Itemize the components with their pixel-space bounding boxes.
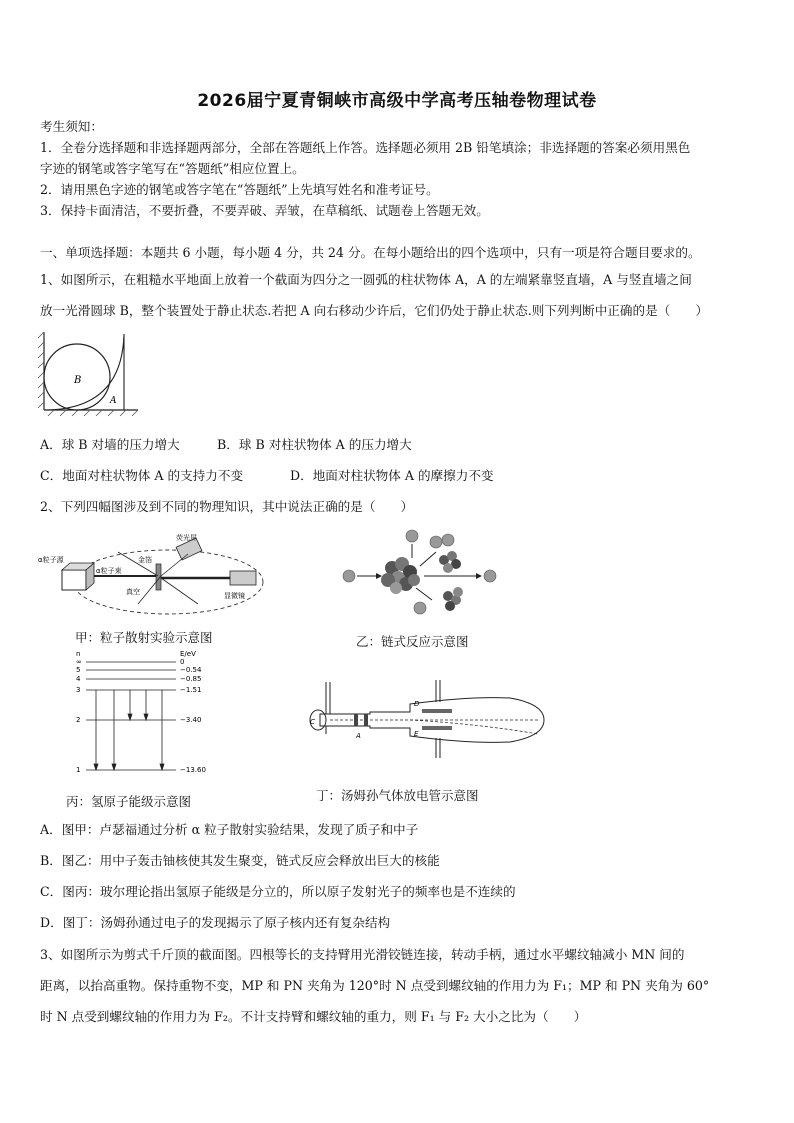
label-alpha-beam: α粒子束 bbox=[96, 567, 122, 575]
q1-option-c: C．地面对柱状物体 A 的支持力不变 bbox=[40, 468, 244, 483]
page-title: 2026届宁夏青铜峡市高级中学高考压轴卷物理试卷 bbox=[197, 91, 597, 111]
q2-stem: 2、下列四幅图涉及到不同的物理知识，其中说法正确的是（ ） bbox=[40, 499, 414, 514]
svg-text:−3.40: −3.40 bbox=[180, 716, 202, 724]
ball-b-label: B bbox=[74, 375, 82, 386]
section-header: 一、单项选择题：本题共 6 小题，每小题 4 分，共 24 分。在每小题给出的四个选项中，只有一项是符合题目要求的。 bbox=[40, 245, 701, 260]
svg-text:−1.51: −1.51 bbox=[180, 686, 202, 694]
q3-line-2: 距离，以抬高重物。保持重物不变，MP 和 PN 夹角为 120°时 N 点受到螺纹轴的作用力为 F₁；MP 和 PN 夹角为 60° bbox=[40, 978, 710, 993]
q1-figure bbox=[38, 330, 148, 420]
label-vacuum: 真空 bbox=[126, 588, 140, 596]
q2-option-c: C．图丙：玻尔理论指出氢原子能级是分立的，所以原子发射光子的频率也是不连续的 bbox=[40, 884, 516, 899]
q1-stem-line-2: 放一光滑圆球 B，整个装置处于静止状态.若把 A 向右移动少许后，它们仍处于静止状态.则下列判断中正确的是（ ） bbox=[40, 303, 709, 318]
q2-option-b: B．图乙：用中子轰击铀核使其发生聚变，链式反应会释放出巨大的核能 bbox=[40, 853, 440, 868]
level-inf bbox=[76, 658, 184, 666]
svg-text:3: 3 bbox=[76, 686, 81, 694]
label-gold-foil: 金箔 bbox=[138, 556, 152, 564]
label-microscope: 显微镜 bbox=[224, 592, 245, 600]
q2-option-d: D．图丁：汤姆孙通过电子的发现揭示了原子核内还有复杂结构 bbox=[40, 915, 391, 930]
q2-option-a: A．图甲：卢瑟福通过分析 α 粒子散射实验结果，发现了质子和中子 bbox=[40, 822, 419, 837]
level-2 bbox=[76, 716, 201, 724]
energy-unit: E/eV bbox=[180, 650, 196, 658]
label-d: D bbox=[414, 700, 420, 708]
q1-option-b: B．球 B 对柱状物体 A 的压力增大 bbox=[217, 437, 412, 452]
notice-item-3: 3．保持卡面清洁，不要折叠，不要弄破、弄皱，在草稿纸、试题卷上答题无效。 bbox=[40, 203, 489, 218]
q1-option-a: A．球 B 对墙的压力增大 bbox=[40, 437, 180, 452]
n-header: n bbox=[76, 650, 81, 658]
q1-stem-line-1: 1、如图所示，在粗糙水平地面上放着一个截面为四分之一圆弧的柱状物体 A，A 的左端紧靠竖直墙，A 与竖直墙之间 bbox=[40, 272, 692, 287]
q3-line-1: 3、如图所示为剪式千斤顶的截面图。四根等长的支持臂用光滑铰链连接，转动手柄，通过水平螺纹轴减小 MN 间的 bbox=[40, 947, 685, 962]
caption-jia: 甲：粒子散射实验示意图 bbox=[75, 630, 213, 645]
figure-chain-reaction bbox=[340, 528, 500, 620]
level-4 bbox=[76, 675, 201, 683]
level-5 bbox=[76, 666, 202, 674]
label-e: E bbox=[414, 730, 419, 738]
figure-alpha-scattering bbox=[38, 532, 268, 620]
notice-item-1-cont: 字迹的钢笔或答字笔写在“答题纸”相应位置上。 bbox=[40, 161, 305, 176]
svg-text:1: 1 bbox=[76, 766, 81, 774]
notice-item-1: 1．全卷分选择题和非选择题两部分，全部在答题纸上作答。选择题必须用 2B 铅笔填涂；非选择题的答案必须用黑色 bbox=[40, 140, 691, 155]
q3-line-3: 时 N 点受到螺纹轴的作用力为 F₂。不计支持臂和螺纹轴的重力，则 F₁ 与 F₂ 大小之比为（ ） bbox=[40, 1009, 587, 1024]
svg-text:4: 4 bbox=[76, 675, 81, 683]
svg-text:−0.85: −0.85 bbox=[180, 675, 202, 683]
notice-item-2: 2．请用黑色字迹的钢笔或答字笔在“答题纸”上先填写姓名和准考证号。 bbox=[40, 182, 439, 197]
svg-text:2: 2 bbox=[76, 716, 81, 724]
block-a-label: A bbox=[110, 396, 117, 406]
svg-text:−0.54: −0.54 bbox=[180, 666, 202, 674]
svg-text:5: 5 bbox=[76, 666, 81, 674]
notice-heading: 考生须知： bbox=[40, 119, 103, 134]
label-alpha-source: α粒子源 bbox=[38, 556, 64, 564]
svg-text:∞: ∞ bbox=[76, 658, 82, 666]
label-screen: 荧光屏 bbox=[176, 534, 197, 542]
caption-ding: 丁：汤姆孙气体放电管示意图 bbox=[316, 788, 479, 803]
svg-text:−13.60: −13.60 bbox=[180, 766, 206, 774]
caption-yi: 乙：链式反应示意图 bbox=[356, 634, 469, 649]
level-3 bbox=[76, 686, 201, 694]
figure-energy-levels bbox=[72, 650, 222, 780]
label-c: C bbox=[310, 718, 315, 726]
svg-text:0: 0 bbox=[180, 658, 185, 666]
q1-option-d: D．地面对柱状物体 A 的摩擦力不变 bbox=[290, 468, 494, 483]
figure-thomson-tube bbox=[300, 674, 548, 764]
caption-bing: 丙：氢原子能级示意图 bbox=[66, 794, 192, 809]
label-a: A bbox=[356, 732, 361, 740]
